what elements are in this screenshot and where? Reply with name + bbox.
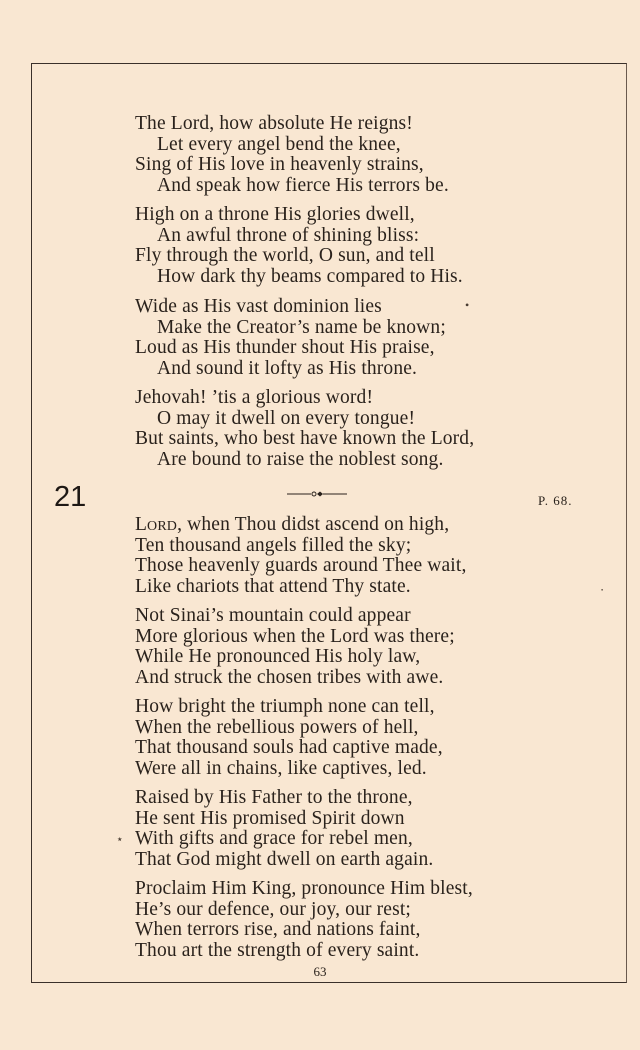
verse-line: When the rebellious powers of hell,: [135, 716, 419, 738]
verse-line: That thousand souls had captive made,: [135, 737, 443, 758]
verse-line: And struck the chosen tribes with awe.: [135, 666, 444, 688]
verse-line: Thou art the strength of every saint.: [135, 939, 420, 961]
verse-line: Not Sinai’s mountain could appear: [135, 605, 411, 626]
verse-line: Let every angel bend the knee,: [157, 133, 401, 155]
print-speck-icon: ⋆: [116, 832, 124, 846]
hymn-20-stanza-1: [135, 114, 449, 196]
first-line-rest: when Thou didst ascend on high,: [182, 514, 450, 535]
hymn-20-stanza-2: [135, 205, 463, 287]
verse-line: O may it dwell on every tongue!: [157, 407, 416, 429]
hymn-21-stanza-1: [135, 515, 466, 597]
verse-line: More glorious when the Lord was there;: [135, 625, 455, 647]
verse-line: An awful throne of shining bliss:: [157, 224, 420, 246]
print-speck-icon: •: [465, 298, 470, 312]
verse-line: Are bound to raise the noblest song.: [157, 448, 444, 470]
verse-line: He’s our defence, our joy, our rest;: [135, 898, 411, 920]
page-reference: P. 68.: [538, 493, 573, 508]
verse-line: And speak how fierce His terrors be.: [157, 174, 449, 196]
verse-line: But saints, who best have known the Lord,: [135, 428, 475, 449]
verse-line: Were all in chains, like captives, led.: [135, 757, 427, 779]
verse-line: Jehovah! ’tis a glorious word!: [135, 387, 374, 408]
verse-line: Like chariots that attend Thy state.: [135, 575, 411, 597]
page-number: 63: [313, 964, 327, 979]
hymn-number: 21: [54, 481, 87, 513]
hymn-21-stanza-2: [135, 606, 455, 688]
verse-line: High on a throne His glories dwell,: [135, 204, 415, 225]
verse-line: How dark thy beams compared to His.: [157, 265, 463, 287]
verse-line: That God might dwell on earth again.: [135, 848, 434, 870]
verse-line: And sound it lofty as His throne.: [157, 357, 418, 379]
verse-line: Sing of His love in heavenly strains,: [135, 154, 424, 175]
verse-line: With gifts and grace for rebel men,: [135, 828, 413, 849]
verse-line: The Lord, how absolute He reigns!: [135, 113, 413, 134]
print-speck-icon: ⋅: [600, 583, 605, 597]
hymn-21-stanza-3: [135, 697, 443, 779]
verse-line: Ten thousand angels filled the sky;: [135, 534, 412, 556]
verse-line: Loud as His thunder shout His praise,: [135, 337, 435, 358]
verse-line: Raised by His Father to the throne,: [135, 787, 413, 808]
ornament-divider-icon: [287, 489, 347, 499]
verse-line: Those heavenly guards around Thee wait,: [135, 555, 467, 576]
hymn-21-stanza-4: [135, 788, 433, 870]
verse-line: Proclaim Him King, pronounce Him blest,: [135, 878, 473, 899]
verse-line: Make the Creator’s name be known;: [157, 316, 446, 338]
verse-line: While He pronounced His holy law,: [135, 646, 421, 667]
verse-line: Wide as His vast dominion lies: [135, 296, 382, 317]
verse-line-first: [135, 515, 466, 536]
verse-line: When terrors rise, and nations faint,: [135, 919, 421, 940]
hymn-20-stanza-3: [135, 297, 446, 379]
drop-word: Lord,: [135, 514, 183, 535]
hymn-20-stanza-4: [135, 388, 474, 470]
verse-line: Fly through the world, O sun, and tell: [135, 245, 435, 266]
verse-line: He sent His promised Spirit down: [135, 807, 405, 829]
hymn-21-stanza-5: [135, 879, 473, 961]
verse-line: How bright the triumph none can tell,: [135, 696, 435, 717]
